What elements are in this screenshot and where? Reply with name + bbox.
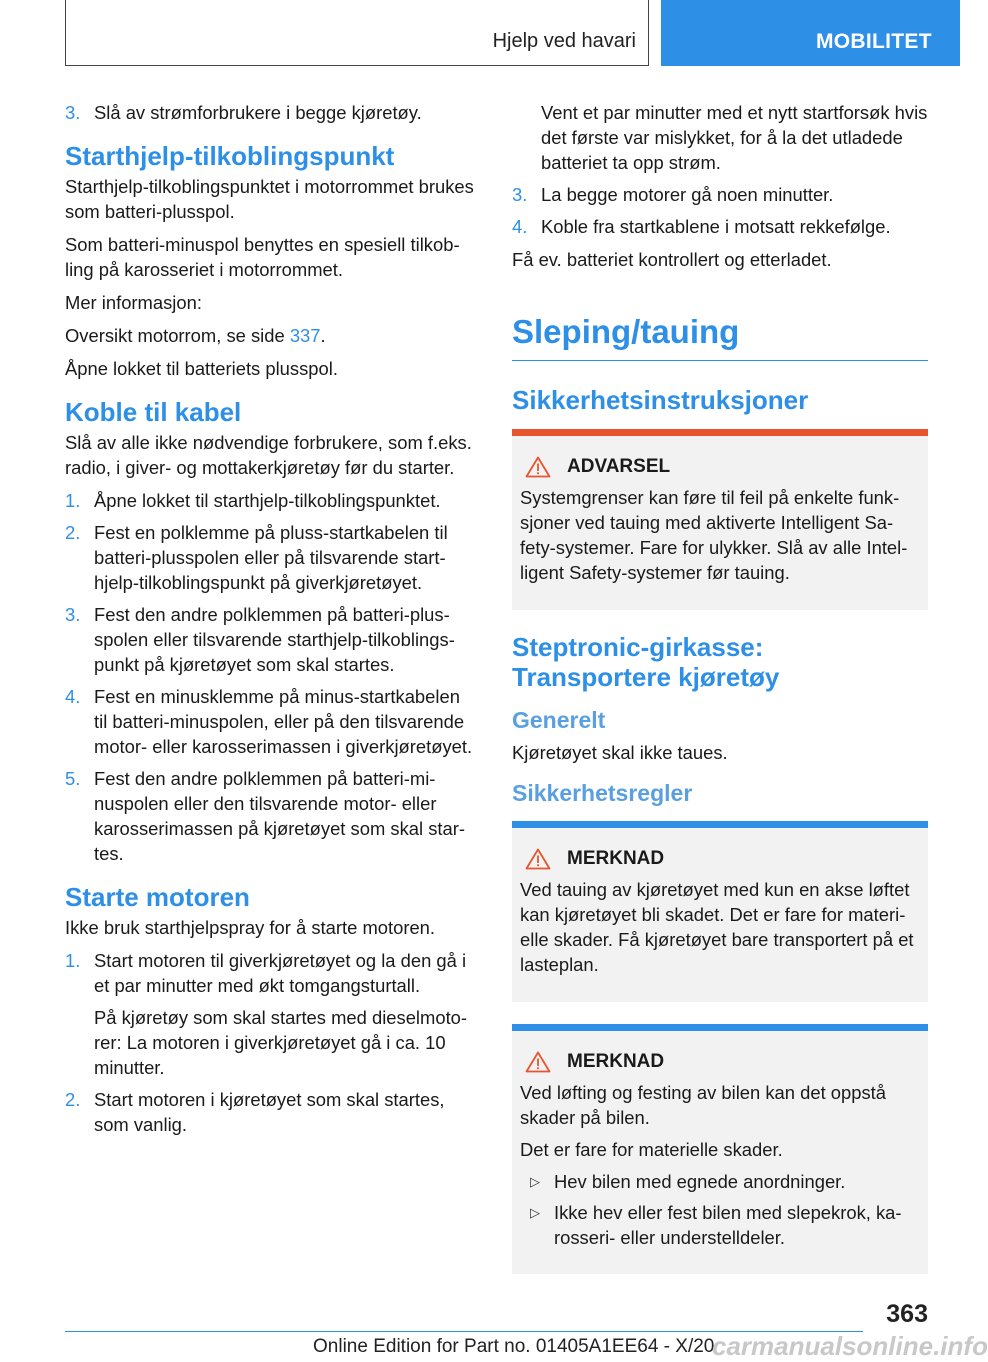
step-text: Start motoren til giverkjøretøyet og la den gå i et par minutter med økt tomgangsturtall. <box>94 950 467 996</box>
watermark: carmanualsonline.info <box>712 1331 988 1361</box>
paragraph: Få ev. batteriet kontrollert og etterladet. <box>512 249 832 270</box>
step-text: Fest en minusklemme på minus-startkabelen til batteri-minuspolen, eller på den tilsvarende motor- eller karosserimassen i giverkjøretøyet. <box>94 686 473 757</box>
note-text: Ved løfting og festing av bilen kan det oppstå skader på bilen. <box>520 1082 887 1128</box>
step-number: 3. <box>512 184 528 205</box>
step-number: 1. <box>65 950 81 971</box>
list-item <box>65 488 478 513</box>
paragraph: Starthjelp-tilkoblingspunktet i motorrommet brukes som batteri-plusspol. <box>65 176 474 222</box>
list-item <box>520 1169 920 1194</box>
paragraph: Mer informasjon: <box>65 292 202 313</box>
paragraph: Åpne lokket til batteriets plusspol. <box>65 358 338 379</box>
step-list-engine <box>65 948 478 1137</box>
warning-box <box>512 429 928 610</box>
heading-safety-instructions: Sikkerhetsinstruksjoner <box>512 385 809 415</box>
list-item <box>65 766 478 866</box>
list-item <box>65 948 478 1080</box>
step-text: Fest den andre polklemmen på batteri-minuspolen eller den tilsvarende motor- eller karosserimassen på kjøretøyet som skal startes. <box>94 768 465 864</box>
note-text: Det er fare for materielle skader. <box>520 1139 783 1160</box>
note-box-1 <box>512 821 928 1002</box>
warning-header <box>520 456 920 478</box>
list-item <box>65 602 478 677</box>
step-number: 3. <box>65 604 81 625</box>
step-text: La begge motorer gå noen minutter. <box>541 184 834 205</box>
note-header <box>520 1051 920 1073</box>
paragraph: Som batteri-minuspol benyttes en spesiell tilkobling på karosseriet i motorrommet. <box>65 234 460 280</box>
heading-connect-cable: Koble til kabel <box>65 397 242 427</box>
note-header <box>520 848 920 870</box>
page-link-337[interactable]: 337 <box>289 325 321 346</box>
list-item <box>512 214 928 239</box>
paragraph: Kjøretøyet skal ikke taues. <box>512 742 728 763</box>
heading-safety-rules: Sikkerhetsregler <box>512 780 693 806</box>
chapter-tab-label: MOBILITET <box>816 30 932 53</box>
step-text: Fest en polklemme på pluss-startkabelen til batteri-plusspolen eller på tilsvarende starthjelp-tilkoblingspunkt på giverkjøretøyet. <box>94 522 448 593</box>
note-label: MERKNAD <box>567 1051 665 1072</box>
step-number: 4. <box>512 216 528 237</box>
step-text: Åpne lokket til starthjelp-tilkoblingspunktet. <box>94 490 441 511</box>
warning-text: Systemgrenser kan føre til feil på enkelte funksjoner ved tauing med aktiverte Intelligent Safety-systemer. Fare for ulykker. Slå av alle Intelligent Safety-systemer før tauing. <box>520 487 908 583</box>
heading-towing: Sleping/tauing <box>512 312 928 361</box>
overview-end: . <box>320 325 326 346</box>
step-list-cable <box>65 488 478 866</box>
left-column <box>65 100 478 1145</box>
list-item <box>512 100 928 175</box>
section-title: Hjelp ved havari <box>492 30 636 52</box>
triangle-right-icon: ▷ <box>530 1174 540 1189</box>
step-subtext: På kjøretøy som skal startes med dieselmotorer: La motoren i giverkjøretøyet gå i ca. 10 minutter. <box>94 1007 468 1078</box>
list-item <box>65 1087 478 1137</box>
warning-triangle-icon <box>525 848 551 870</box>
note-box-2 <box>512 1024 928 1274</box>
step-text: Start motoren i kjøretøyet som skal startes, som vanlig. <box>94 1089 445 1135</box>
heading-start-engine: Starte motoren <box>65 882 250 912</box>
heading-starthelp-point: Starthjelp-tilkoblingspunkt <box>65 141 395 171</box>
bullet-text: Hev bilen med egnede anordninger. <box>554 1171 846 1192</box>
list-item <box>65 684 478 759</box>
step-number: 3. <box>65 102 81 123</box>
right-column <box>512 100 928 1296</box>
step-number: 1. <box>65 490 81 511</box>
step-text: Fest den andre polklemmen på batteri-plusspolen eller tilsvarende starthjelp-tilkoblingspunkt på kjøretøyet som skal startes. <box>94 604 455 675</box>
list-item <box>512 182 928 207</box>
triangle-right-icon: ▷ <box>530 1205 540 1220</box>
edition-text: Online Edition for Part no. 01405A1EE64 - X/20 <box>313 1336 715 1357</box>
warning-triangle-icon <box>525 456 551 478</box>
bullet-text: Ikke hev eller fest bilen med slepekrok, karosseri- eller understelldeler. <box>554 1202 902 1248</box>
heading-steptronic: Steptronic-girkasse: Transportere kjøretøy <box>512 632 780 692</box>
step-number: 2. <box>65 522 81 543</box>
step-continuation-text: Vent et par minutter med et nytt startforsøk hvis det første var mislykket, for å la det utladede batteriet ta opp strøm. <box>541 102 928 173</box>
paragraph-overview <box>65 323 478 348</box>
warning-label: ADVARSEL <box>567 456 671 477</box>
step-list-start <box>65 100 478 125</box>
heading-general: Generelt <box>512 707 606 733</box>
paragraph: Ikke bruk starthjelpspray for å starte motoren. <box>65 917 436 938</box>
list-item <box>520 1200 920 1250</box>
note-bullet-list <box>520 1169 920 1250</box>
step-number: 4. <box>65 686 81 707</box>
list-item <box>65 520 478 595</box>
header-frame <box>65 0 649 66</box>
step-number: 2. <box>65 1089 81 1110</box>
page-number: 363 <box>886 1300 928 1328</box>
note-text: Ved tauing av kjøretøyet med kun en akse løftet kan kjøretøyet bli skadet. Det er fare for materielle skader. Få kjøretøyet bare transportert på et lasteplan. <box>520 879 914 975</box>
step-text: Koble fra startkablene i motsatt rekkefølge. <box>541 216 891 237</box>
list-item <box>65 100 478 125</box>
step-list-continued <box>512 100 928 239</box>
overview-text: Oversikt motorrom, se side <box>65 325 290 346</box>
warning-triangle-icon <box>525 1051 551 1073</box>
chapter-tab[interactable] <box>661 0 960 66</box>
step-text: Slå av strømforbrukere i begge kjøretøy. <box>94 102 422 123</box>
step-number: 5. <box>65 768 81 789</box>
note-label: MERKNAD <box>567 848 665 869</box>
paragraph: Slå av alle ikke nødvendige forbrukere, som f.eks. radio, i giver- og mottakerkjøretøy før du starter. <box>65 432 472 478</box>
